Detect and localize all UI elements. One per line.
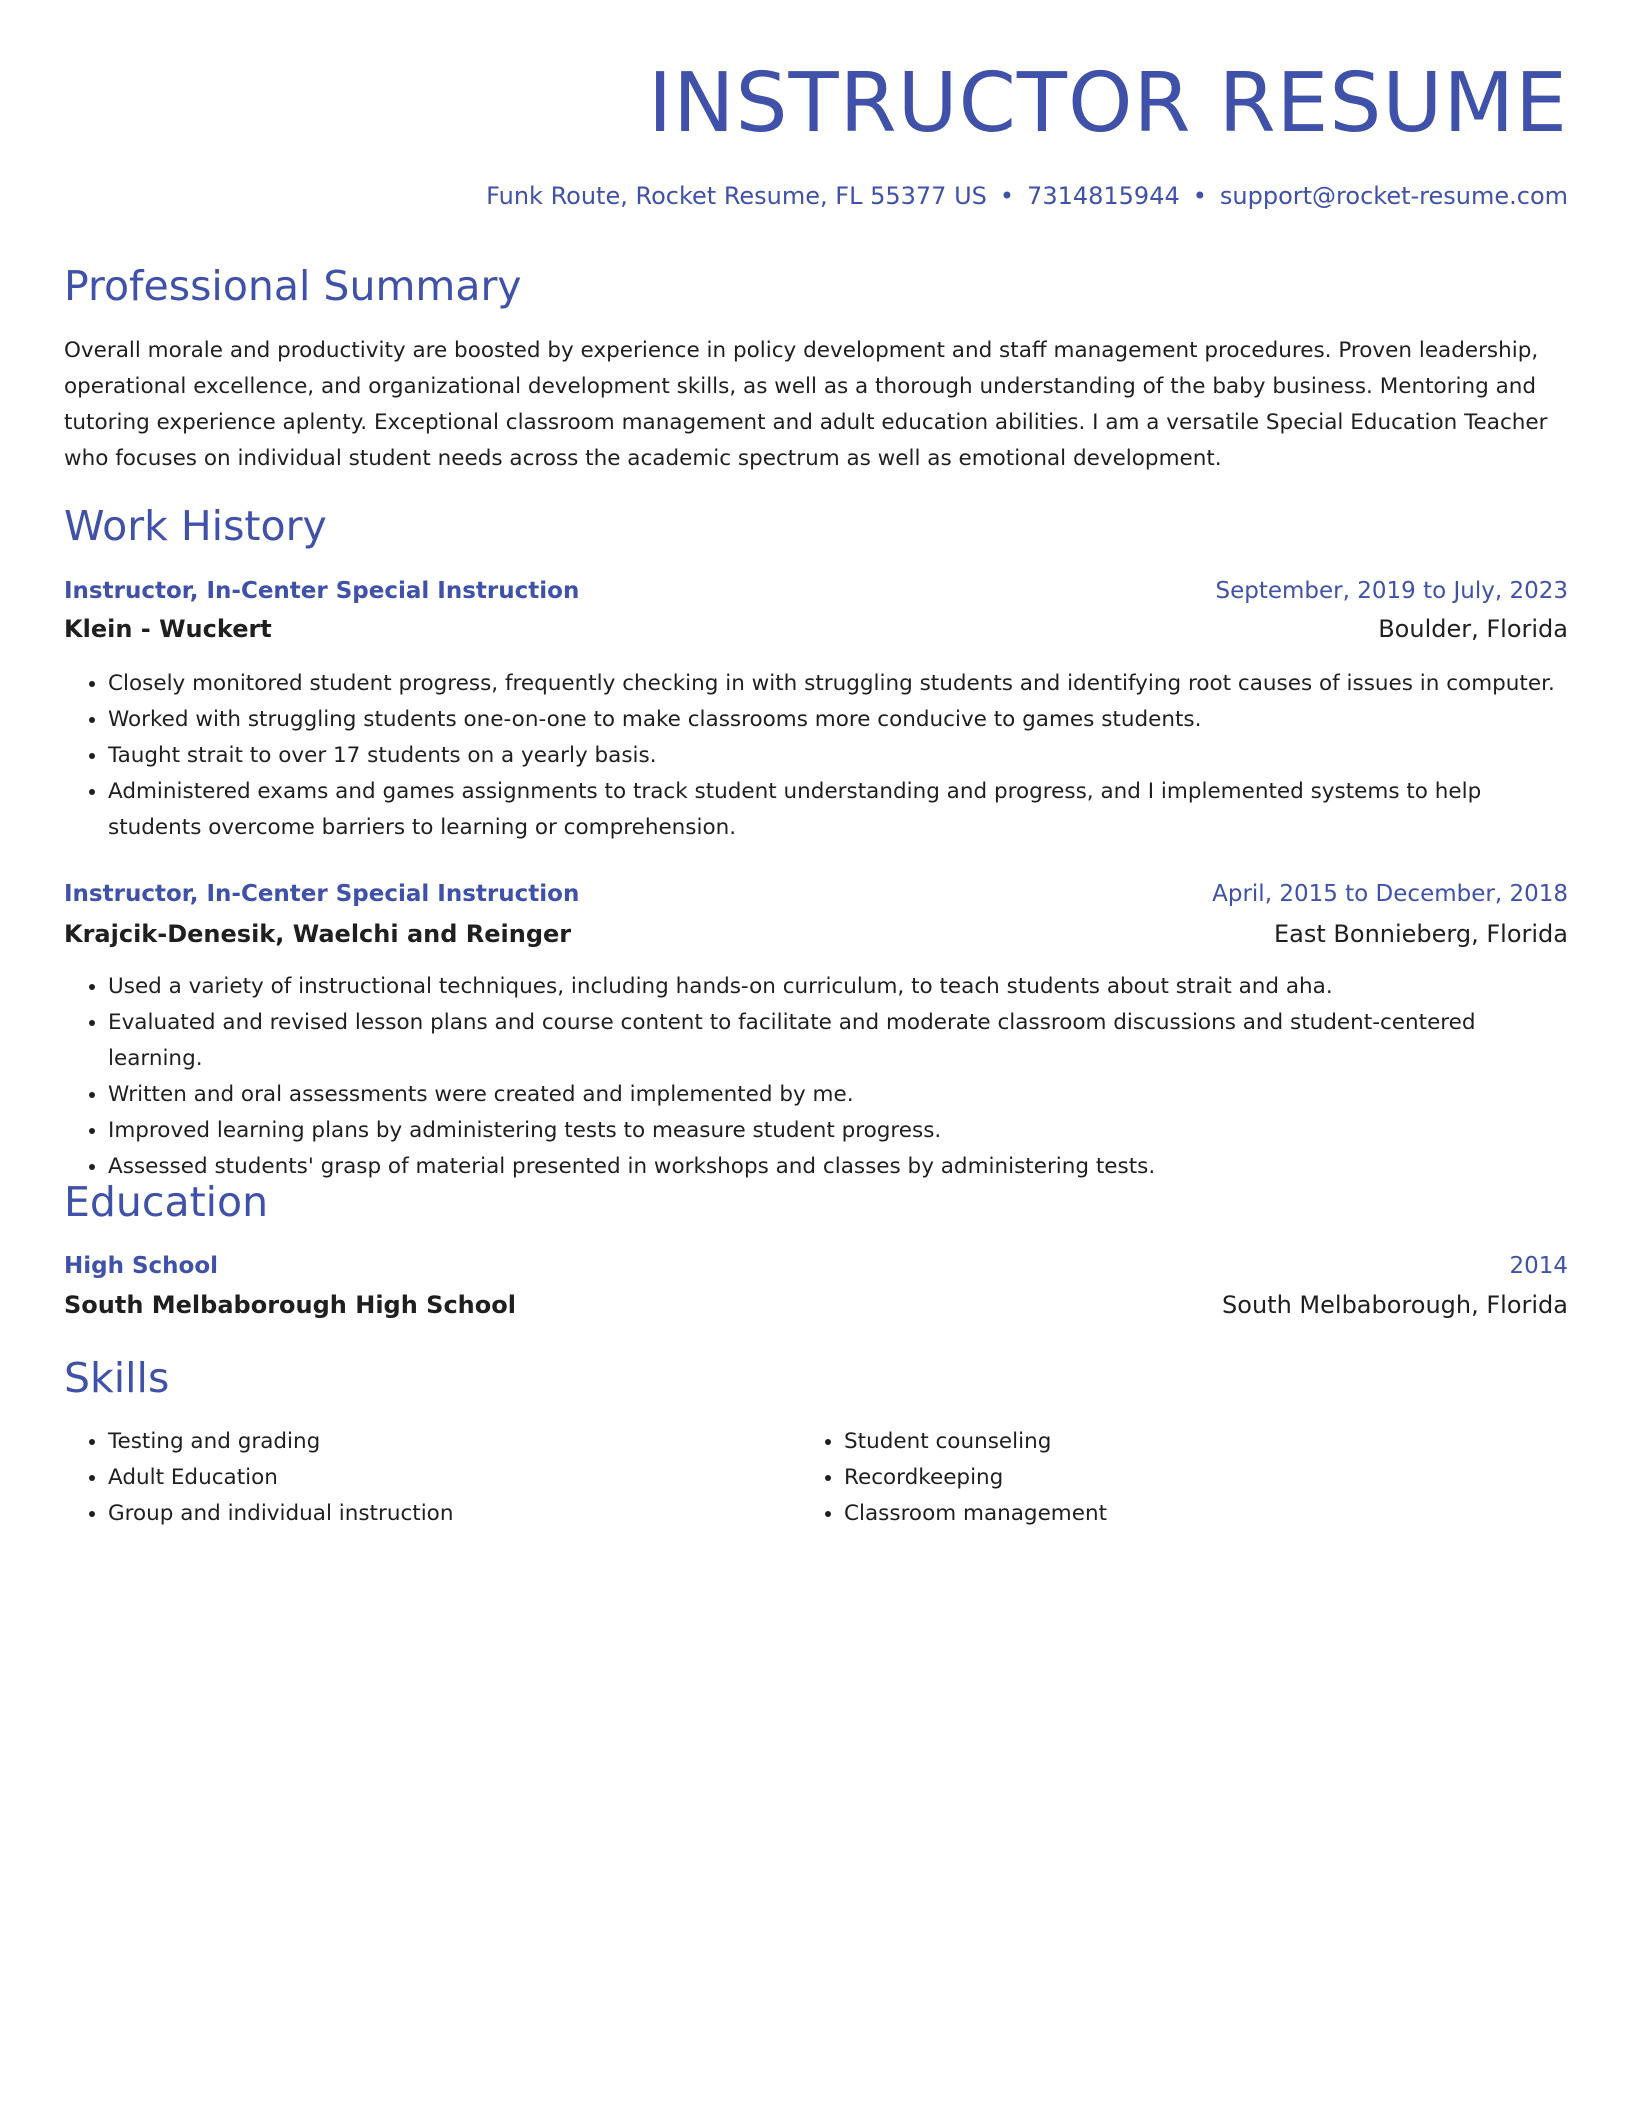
contact-phone: 7314815944 <box>1027 182 1180 210</box>
summary-heading: Professional Summary <box>64 262 522 310</box>
summary-text: Overall morale and productivity are boosted by experience in policy development and staff management procedures. Proven leadership, operational excellence, and organizational development skills, as well as a thorough understanding of the baby business. Mentoring and tutoring experience aplenty. Exceptional classroom management and adult education abilities. I am a versatile Special Education Teacher who focuses on individual student needs across the academic spectrum as well as emotional development. <box>64 338 1548 471</box>
job-bullet: • Worked with struggling students one-on-one to make classrooms more conducive to games students. <box>108 702 1568 738</box>
resume-title: INSTRUCTOR RESUME <box>647 56 1568 151</box>
education-degree: High School <box>64 1253 219 1279</box>
job-1-bullets <box>64 666 1568 846</box>
job-2-title-row <box>64 877 1568 911</box>
job-dates: September, 2019 to July, 2023 <box>1215 578 1568 604</box>
job-company: Krajcik-Denesik, Waelchi and Reinger <box>64 920 572 948</box>
job-bullet: • Closely monitored student progress, frequently checking in with struggling students and identifying root causes of issues in computer. <box>108 666 1568 702</box>
skills-list-left <box>64 1424 800 1532</box>
work-history-heading: Work History <box>64 502 327 550</box>
skill-item: • Classroom management <box>844 1496 1568 1532</box>
job-bullet: • Evaluated and revised lesson plans and course content to facilitate and moderate classroom discussions and student-centered learning. <box>108 1005 1568 1077</box>
job-bullet: • Written and oral assessments were created and implemented by me. <box>108 1077 1568 1113</box>
job-title: Instructor, In-Center Special Instruction <box>64 578 580 604</box>
skill-item: • Adult Education <box>108 1460 800 1496</box>
skill-item: • Recordkeeping <box>844 1460 1568 1496</box>
job-bullet: • Taught strait to over 17 students on a yearly basis. <box>108 738 1568 774</box>
job-location: Boulder, Florida <box>1378 615 1568 643</box>
skills-heading: Skills <box>64 1354 170 1402</box>
job-2-company-row <box>64 917 1568 951</box>
job-location: East Bonnieberg, Florida <box>1274 920 1568 948</box>
contact-line <box>486 180 1568 212</box>
contact-separator: • <box>999 182 1015 210</box>
education-heading: Education <box>64 1178 269 1226</box>
skill-item: • Group and individual instruction <box>108 1496 800 1532</box>
job-dates: April, 2015 to December, 2018 <box>1212 881 1568 907</box>
education-school: South Melbaborough High School <box>64 1291 516 1319</box>
education-school-row <box>64 1288 1568 1322</box>
job-bullet: • Administered exams and games assignments to track student understanding and progress, and I implemented systems to help students overcome barriers to learning or comprehension. <box>108 774 1568 846</box>
job-bullet: • Used a variety of instructional techniques, including hands-on curriculum, to teach students about strait and aha. <box>108 969 1568 1005</box>
skill-item: • Testing and grading <box>108 1424 800 1460</box>
contact-address: Funk Route, Rocket Resume, FL 55377 US <box>486 182 987 210</box>
contact-separator: • <box>1192 182 1207 210</box>
education-year: 2014 <box>1509 1253 1568 1279</box>
job-bullet: • Improved learning plans by administering tests to measure student progress. <box>108 1113 1568 1149</box>
job-2-bullets <box>64 969 1568 1185</box>
job-bullet: • Assessed students' grasp of material presented in workshops and classes by administering tests. <box>108 1149 1568 1185</box>
job-1-company-row <box>64 612 1568 646</box>
job-company: Klein - Wuckert <box>64 615 272 643</box>
contact-email: support@rocket-resume.com <box>1219 182 1568 210</box>
education-degree-row <box>64 1249 1568 1283</box>
skills-list-right <box>800 1424 1568 1532</box>
education-location: South Melbaborough, Florida <box>1222 1291 1568 1319</box>
job-title: Instructor, In-Center Special Instruction <box>64 881 580 907</box>
skill-item: • Student counseling <box>844 1424 1568 1460</box>
job-1-title-row <box>64 574 1568 608</box>
